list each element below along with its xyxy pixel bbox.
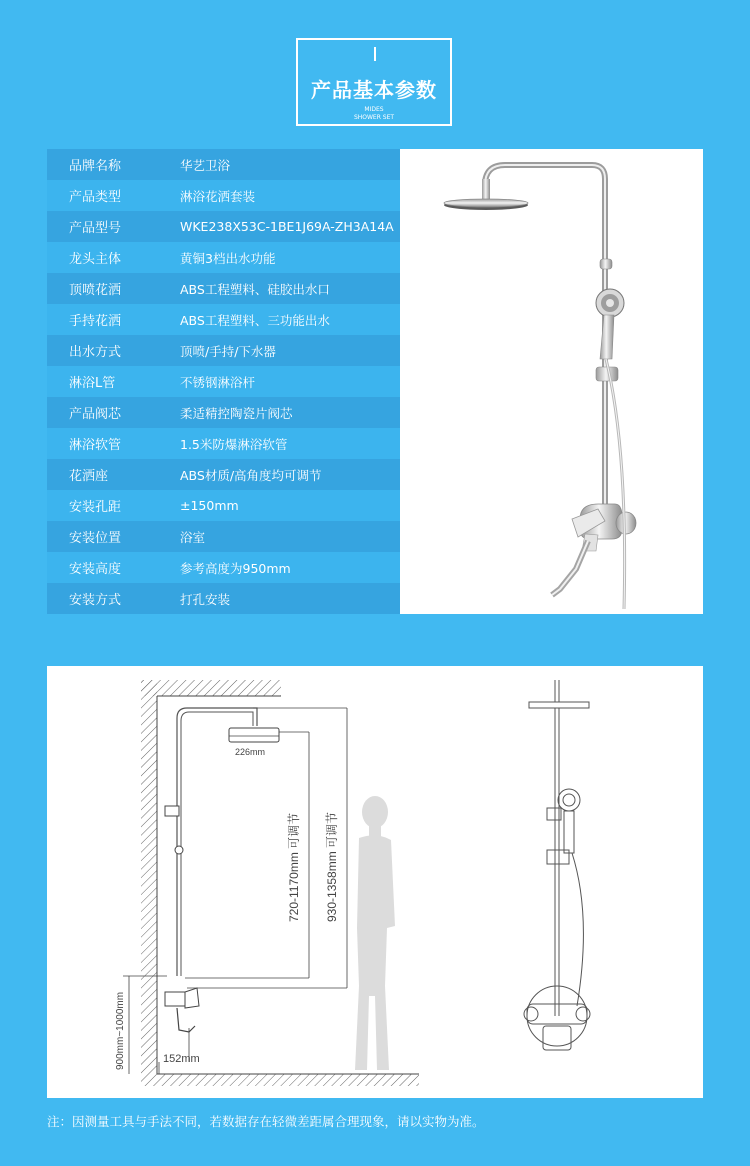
spec-label: 安装孔距 — [69, 500, 122, 515]
spec-row — [47, 180, 400, 211]
spec-table — [47, 149, 400, 614]
installation-dimension-drawing — [47, 666, 703, 1098]
spec-value: WKE238X53C-1BE1J69A-ZH3A14A — [180, 219, 394, 234]
spec-value: 顶喷/手持/下水器 — [180, 343, 276, 359]
spec-value: 柔适精控陶瓷片阀芯 — [180, 405, 293, 421]
dim-head-width: 226mm — [235, 747, 266, 757]
shower-set-illustration — [400, 149, 703, 614]
spec-row — [47, 459, 400, 490]
front-view-drawing — [524, 680, 590, 1050]
dim-outer-height: 930-1358mm 可调节 — [325, 811, 339, 922]
spec-label: 淋浴软管 — [69, 438, 122, 453]
spec-label: 手持花洒 — [69, 314, 122, 329]
spec-row — [47, 242, 400, 273]
spec-label: 安装方式 — [69, 593, 122, 608]
section-subtitle — [298, 106, 450, 122]
spec-row — [47, 211, 400, 242]
section-title-box — [296, 38, 452, 126]
spec-label: 产品阀芯 — [69, 407, 122, 422]
spec-row — [47, 397, 400, 428]
spec-row — [47, 273, 400, 304]
spec-row — [47, 490, 400, 521]
spec-row — [47, 428, 400, 459]
spec-value: ABS材质/高角度均可调节 — [180, 467, 322, 483]
title-accent-bar — [374, 47, 376, 61]
spec-label: 安装位置 — [69, 531, 122, 546]
spec-row — [47, 149, 400, 180]
spec-label: 品牌名称 — [69, 159, 122, 174]
spec-label: 安装高度 — [69, 562, 122, 577]
dimension-diagram-panel — [47, 666, 703, 1098]
subtitle-brand: MIDES — [364, 106, 384, 113]
spec-value: 华艺卫浴 — [180, 157, 231, 173]
spec-value: ±150mm — [180, 498, 239, 513]
dim-valve-height: 900mm~1000mm — [115, 991, 126, 1070]
spec-value: 黄铜3档出水功能 — [180, 250, 276, 266]
spec-row — [47, 552, 400, 583]
product-image-panel — [400, 149, 703, 614]
spec-value: ABS工程塑料、三功能出水 — [180, 312, 330, 328]
subtitle-product: SHOWER SET — [353, 114, 395, 121]
spec-row — [47, 304, 400, 335]
dim-inner-height: 720-1170mm 可调节 — [287, 812, 301, 922]
human-silhouette — [355, 796, 395, 1070]
spec-label: 龙头主体 — [69, 252, 122, 267]
spec-value: 打孔安装 — [180, 591, 231, 607]
dim-spout-length: 152mm — [163, 1053, 200, 1065]
spec-value: 参考高度为950mm — [180, 560, 291, 576]
spec-label: 产品类型 — [69, 190, 122, 205]
spec-row — [47, 366, 400, 397]
spec-label: 顶喷花洒 — [69, 283, 122, 298]
spec-label: 花洒座 — [69, 469, 109, 484]
spec-label: 淋浴L管 — [69, 376, 116, 391]
spec-value: ABS工程塑料、硅胶出水口 — [180, 281, 330, 297]
measurement-note: 注：因测量工具与手法不同，若数据存在轻微差距属合理现象，请以实物为准。 — [47, 1114, 485, 1129]
spec-value: 浴室 — [180, 529, 206, 545]
section-title: 产品基本参数 — [311, 78, 437, 102]
spec-value: 不锈钢淋浴杆 — [180, 374, 256, 390]
spec-value: 1.5米防爆淋浴软管 — [180, 436, 288, 452]
spec-label: 产品型号 — [69, 221, 122, 236]
spec-label: 出水方式 — [69, 345, 122, 360]
spec-value: 淋浴花洒套装 — [180, 188, 256, 204]
spec-row — [47, 583, 400, 614]
spec-row — [47, 335, 400, 366]
spec-row — [47, 521, 400, 552]
